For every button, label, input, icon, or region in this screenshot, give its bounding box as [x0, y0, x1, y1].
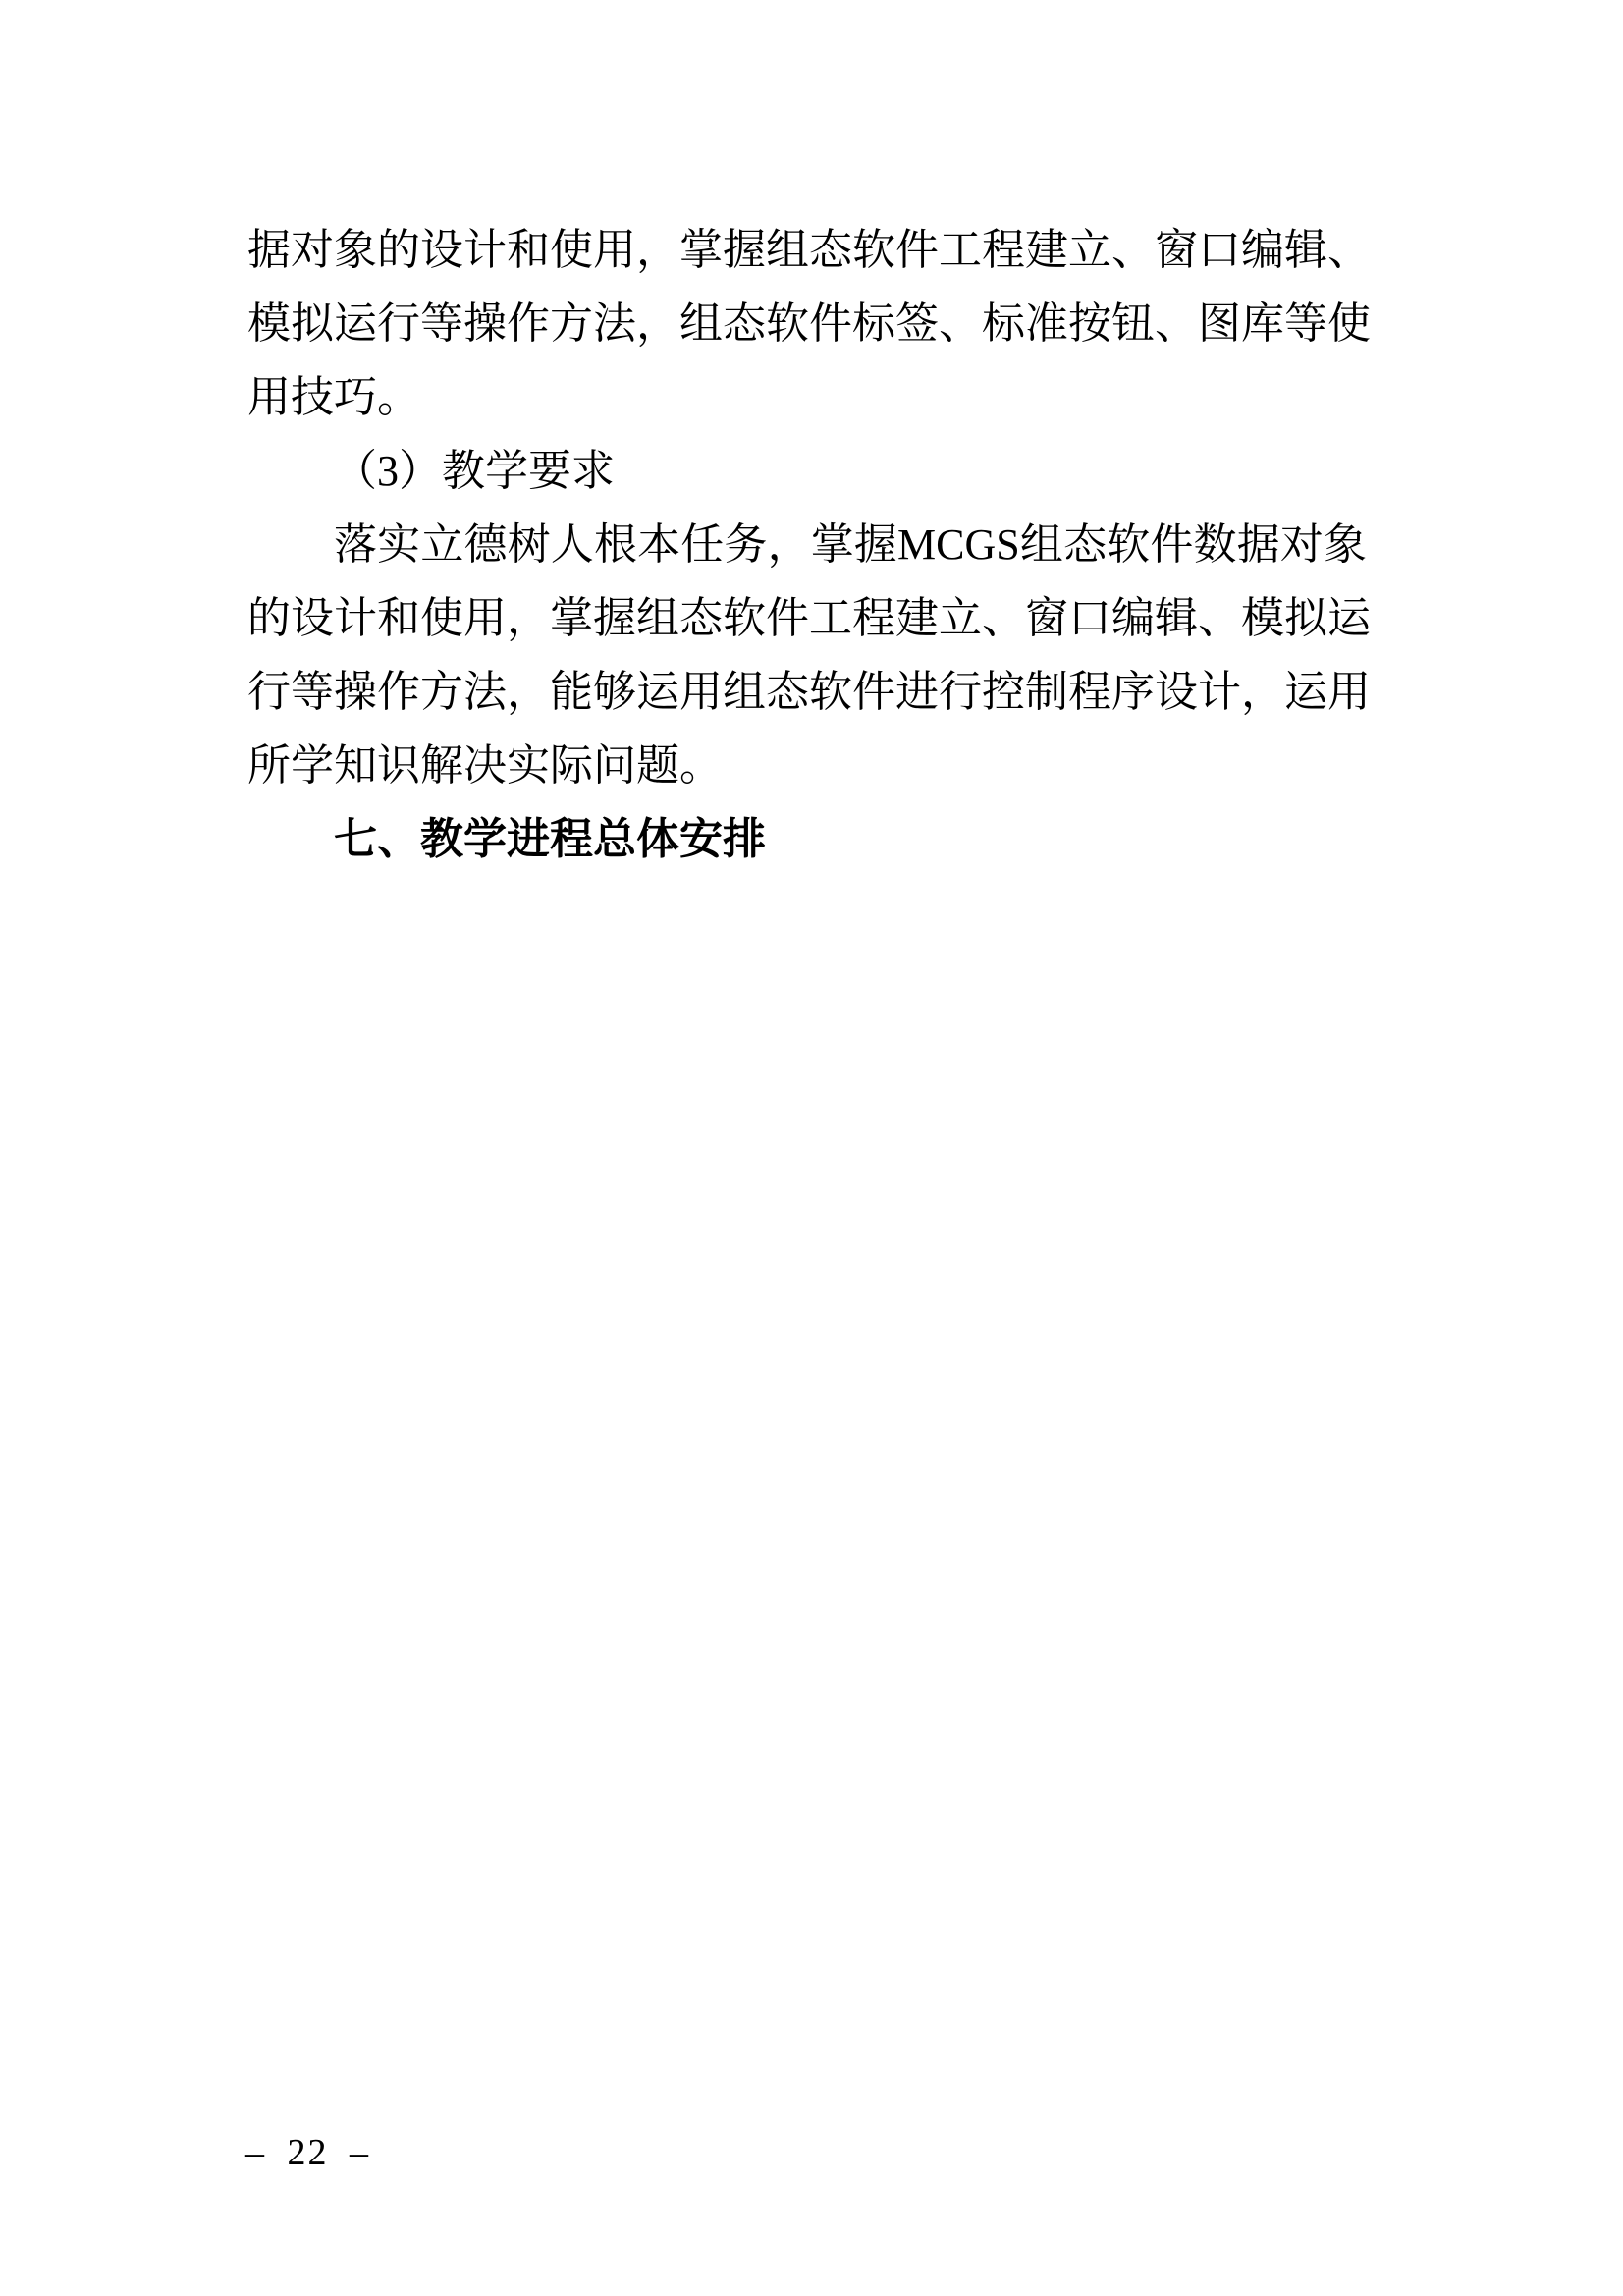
text-line: 用技巧。: [247, 373, 420, 421]
text-line: 据 对 象 的 设 计 和 使 用 ， 掌 握 组 态 软 件 工 程 建 立 、 窗 口 编 辑 、: [247, 226, 1371, 274]
text-line: 落 实 立 德 树 人 根 本 任 务 ， 掌 握 MCGS 组 态 软 件 数 据 对 象: [334, 520, 1367, 569]
text-line: 模 拟 运 行 等 操 作 方 法 ， 组 态 软 件 标 签 、 标 准 按 钮 、 图 库 等 使: [247, 300, 1371, 348]
text-line: 行 等 操 作 方 法 ， 能 够 运 用 组 态 软 件 进 行 控 制 程 序 设 计 ， 运 用: [247, 668, 1371, 716]
section-heading: 七、教学进程总体安排: [334, 815, 766, 863]
text-line: 所学知识解决实际问题。: [247, 741, 723, 790]
document-body: [247, 213, 1371, 876]
page-number: – 22 –: [245, 2132, 370, 2173]
text-line: （3）教学要求: [334, 447, 615, 495]
text-line: 的 设 计 和 使 用 ， 掌 握 组 态 软 件 工 程 建 立 、 窗 口 编 辑 、 模 拟 运: [247, 594, 1371, 642]
